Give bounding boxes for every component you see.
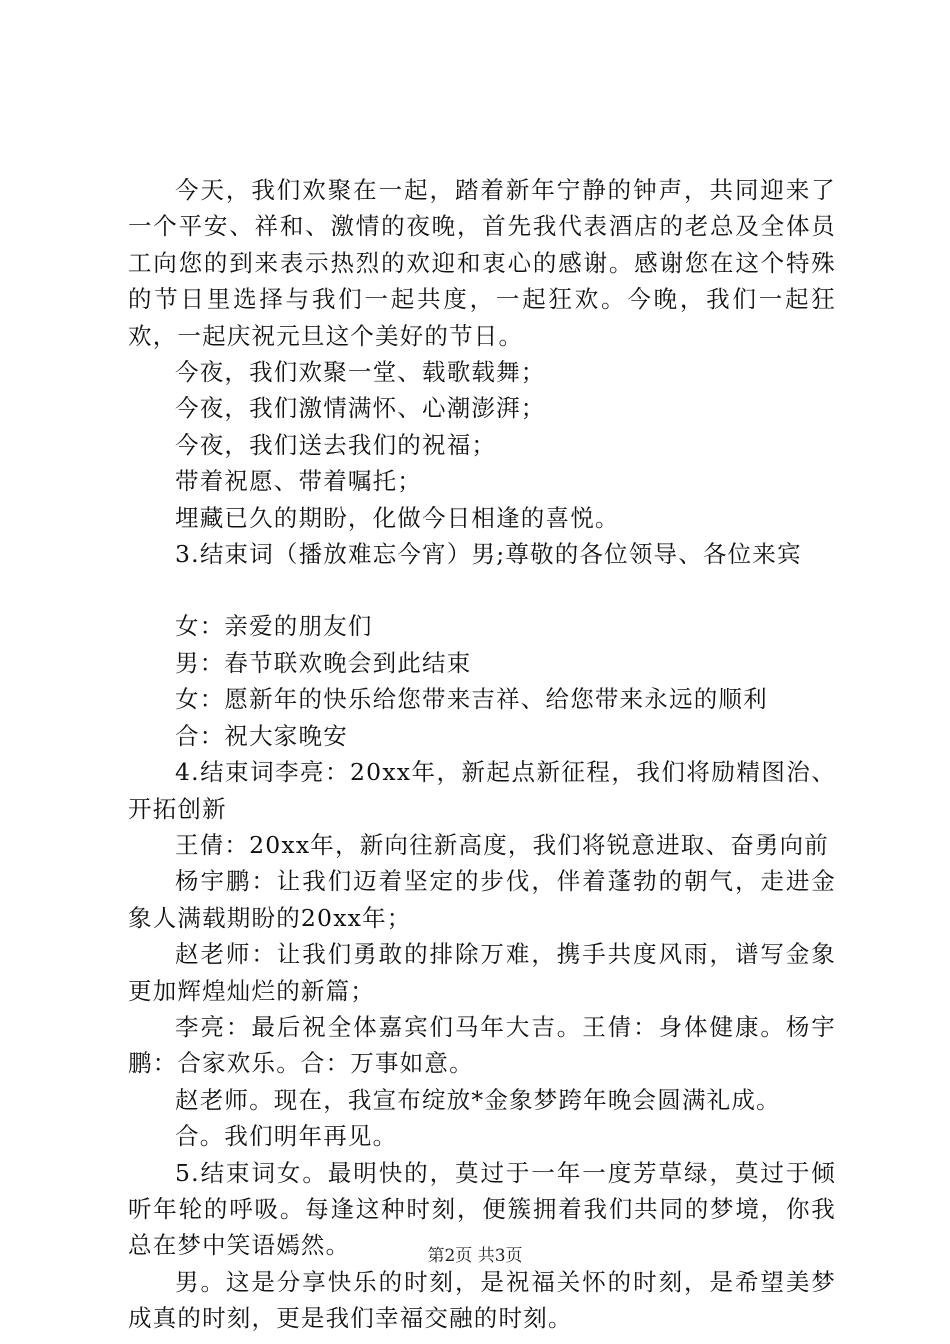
dialogue-line: 赵老师。现在，我宣布绽放*金象梦跨年晚会圆满礼成。 xyxy=(175,1085,781,1114)
dialogue-line: 李亮：最后祝全体嘉宾们马年大吉。王倩：身体健康。杨宇鹏：合家欢乐。合：万事如意。 xyxy=(128,1012,836,1078)
dialogue-line: 赵老师：让我们勇敢的排除万难，携手共度风雨，谱写金象更加辉煌灿烂的新篇； xyxy=(128,940,836,1005)
dialogue-line: 合：祝大家晚安 xyxy=(175,721,348,750)
paragraph-line: 今夜，我们欢聚一堂、载歌载舞； xyxy=(175,358,546,387)
dialogue-line: 女：亲爱的朋友们 xyxy=(175,612,373,641)
dialogue-line: 女：愿新年的快乐给您带来吉祥、给您带来永远的顺利 xyxy=(175,685,768,714)
paragraph-line: 今夜，我们送去我们的祝福； xyxy=(175,430,497,459)
section-heading-5: 5.结束词女。最明快的，莫过于一年一度芳草绿，莫过于倾听年轮的呼吸。每逢这种时刻，便簇拥着我们共同的梦境，你我总在梦中笑语嫣然。 xyxy=(128,1158,836,1260)
dialogue-line: 合。我们明年再见。 xyxy=(175,1122,398,1151)
paragraph-line: 带着祝愿、带着嘱托； xyxy=(175,467,422,496)
paragraph-opening: 今天，我们欢聚在一起，踏着新年宁静的钟声，共同迎来了一个平安、祥和、激情的夜晚，首先我代表酒店的老总及全体员工向您的到来表示热烈的欢迎和衷心的感谢。感谢您在这个特殊的节日里选择与我们一起共度，一起狂欢。今晚，我们一起狂欢，一起庆祝元旦这个美好的节日。 xyxy=(128,176,836,350)
paragraph-line: 今夜，我们激情满怀、心潮澎湃； xyxy=(175,394,546,423)
page-number-footer: 第2页 共3页 xyxy=(427,1246,523,1266)
paragraph-line: 埋藏已久的期盼，化做今日相逢的喜悦。 xyxy=(175,503,620,532)
dialogue-line: 杨宇鹏：让我们迈着坚定的步伐，伴着蓬勃的朝气，走进金象人满载期盼的20xx年； xyxy=(128,867,836,932)
dialogue-line: 王倩：20xx年，新向往新高度，我们将锐意进取、奋勇向前 xyxy=(175,830,830,859)
section-heading-4: 4.结束词李亮：20xx年，新起点新征程，我们将励精图治、开拓创新 xyxy=(128,758,836,823)
dialogue-line: 男。这是分享快乐的时刻，是祝福关怀的时刻，是希望美梦成真的时刻，更是我们幸福交融的时刻。 xyxy=(128,1267,836,1333)
section-heading-3: 3.结束词（播放难忘今宵）男;尊敬的各位领导、各位来宾 xyxy=(175,540,802,569)
document-body xyxy=(128,172,836,1337)
dialogue-line: 男：春节联欢晚会到此结束 xyxy=(175,648,472,677)
